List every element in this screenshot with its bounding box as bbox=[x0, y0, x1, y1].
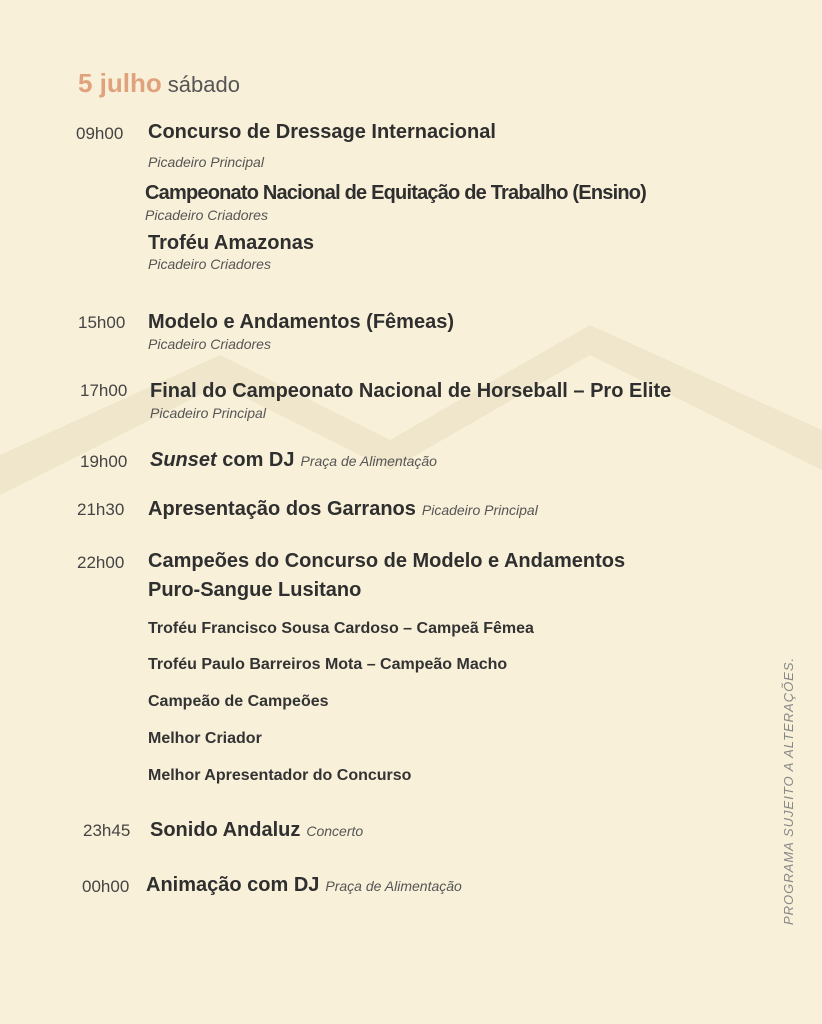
event-venue: Picadeiro Criadores bbox=[148, 336, 271, 352]
side-disclaimer: PROGRAMA SUJEITO A ALTERAÇÕES. bbox=[781, 656, 796, 925]
date-heading bbox=[78, 68, 240, 99]
event-time: 17h00 bbox=[80, 381, 128, 400]
award-item: Melhor Criador bbox=[148, 730, 262, 747]
event-title: Final do Campeonato Nacional de Horseball – Pro Elite bbox=[150, 380, 672, 402]
event-title-line: Puro-Sangue Lusitano bbox=[148, 579, 362, 601]
event-title-line: Campeões do Concurso de Modelo e Andamentos bbox=[148, 550, 626, 572]
award-item: Troféu Paulo Barreiros Mota – Campeão Macho bbox=[148, 656, 508, 673]
date-day: 5 julho bbox=[78, 68, 162, 98]
event-title-emphasis: Sunset bbox=[150, 449, 217, 471]
event-venue: Picadeiro Criadores bbox=[145, 207, 268, 223]
event-title bbox=[150, 819, 363, 842]
event-time: 21h30 bbox=[77, 500, 125, 519]
award-item: Campeão de Campeões bbox=[148, 693, 329, 710]
event-title: Troféu Amazonas bbox=[148, 232, 314, 254]
event-title-text: Apresentação dos Garranos bbox=[148, 498, 416, 520]
award-item: Troféu Francisco Sousa Cardoso – Campeã Fêmea bbox=[148, 620, 534, 637]
event-title bbox=[150, 449, 437, 472]
event-venue: Picadeiro Principal bbox=[150, 405, 266, 421]
event-venue: Picadeiro Principal bbox=[421, 502, 538, 518]
event-time: 19h00 bbox=[80, 452, 128, 471]
event-title-text: Sonido Andaluz bbox=[150, 819, 301, 841]
event-time: 22h00 bbox=[77, 553, 125, 572]
date-weekday: sábado bbox=[167, 72, 240, 97]
award-item: Melhor Apresentador do Concurso bbox=[148, 767, 412, 784]
event-title-rest: com DJ bbox=[222, 449, 295, 471]
event-venue: Picadeiro Principal bbox=[148, 154, 264, 170]
event-time: 09h00 bbox=[76, 124, 124, 143]
event-venue: Concerto bbox=[306, 823, 364, 839]
event-title-text: Animação com DJ bbox=[146, 874, 320, 896]
event-title: Campeonato Nacional de Equitação de Trabalho (Ensino) bbox=[145, 182, 647, 204]
event-title: Concurso de Dressage Internacional bbox=[148, 121, 496, 143]
event-title: Modelo e Andamentos (Fêmeas) bbox=[148, 311, 454, 333]
event-time: 23h45 bbox=[83, 821, 131, 840]
event-title bbox=[148, 498, 538, 521]
event-time: 15h00 bbox=[78, 313, 126, 332]
event-venue: Picadeiro Criadores bbox=[148, 256, 271, 272]
event-venue: Praça de Alimentação bbox=[325, 878, 462, 894]
event-title bbox=[146, 874, 462, 897]
event-time: 00h00 bbox=[82, 877, 130, 896]
event-venue: Praça de Alimentação bbox=[300, 453, 437, 469]
